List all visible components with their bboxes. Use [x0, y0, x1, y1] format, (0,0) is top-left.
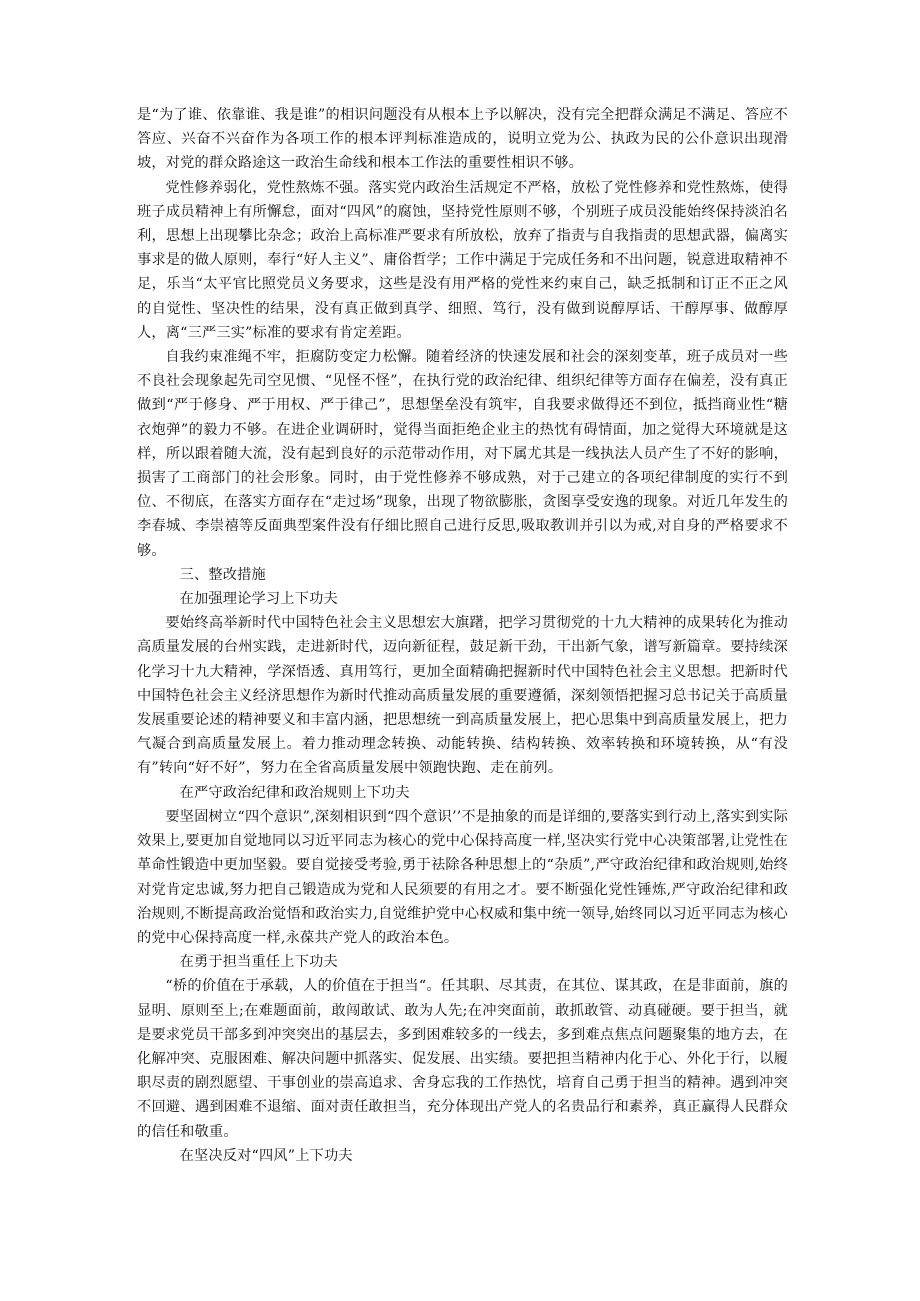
- paragraph-self-discipline: 自我约束准绳不牢，拒腐防变定力松懈。随着经济的快速发展和社会的深刻变革，班子成员对一些不良社会现象起先司空见惯、“见怪不怪”，在执行党的政治纪律、组织纪律等方面存在偏差，没有真正做到“严于修身、严于用权、严于律己”，思想堡垒没有筑牢，自我要求做得还不到位，抵挡商业性“糖衣炮弹”的毅力不够。在进企业调研时，觉得当面拒绝企业主的热忱有碍情面，加之觉得大环境就是这样，所以跟着随大流，没有起到良好的示范带动作用，对下属尤其是一线执法人员产生了不好的影响，损害了工商部门的社会形象。同时，由于党性修养不够成熟，对于己建立的各项纪律制度的实行不到位、不彻底，在落实方面存在“走过场”现象，出现了物欲膨胀，贪图享受安逸的现象。对近几年发生的李春城、李崇禧等反面典型案件没有仔细比照自己进行反思,吸取教训并引以为戒,对自身的严格要求不够。: [137, 349, 788, 559]
- subheading-political-discipline: 在严守政治纪律和政治规则上下功夫: [179, 784, 410, 801]
- subheading-theory-study: 在加强理论学习上下功夫: [179, 591, 338, 608]
- subheading-responsibility: 在勇于担当重任上下功夫: [179, 954, 338, 971]
- paragraph-continuation: 是“为了谁、依靠谁、我是谁”的相识问题没有从根本上予以解决，没有完全把群众满足不满足、答应不答应、兴奋不兴奋作为各项工作的根本评判标准造成的，说明立党为公、执政为民的公仆意识出现滑坡，对党的群众路途这一政治生命线和根本工作法的重要性相识不够。: [137, 107, 788, 172]
- paragraph-responsibility: “桥的价值在于承载，人的价值在于担当“。任其职、尽其责，在其位、谋其政，在是非面前，旗的显明、原则至上;在难题面前，敢闯敢试、敢为人先;在冲突面前，敢抓敢管、动真碰硬。要于担当，就是要求党员干部多到冲突突出的基层去，多到困难较多的一线去，多到难点焦点问题聚集的地方去，在化解冲突、克服困难、解决问题中抓落实、促发展、出实绩。要把担当精神内化于心、外化于行，以履职尽责的剧烈愿望、干事创业的崇高追求、舍身忘我的工作热忱，培育自己勇于担当的精神。遇到冲突不回避、遇到困难不退缩、面对责任敢担当，充分体现出产党人的名贵品行和素养，真正赢得人民群众的信任和敬重。: [137, 978, 788, 1140]
- paragraph-party-spirit: 党性修养弱化，党性熬炼不强。落实党内政治生活规定不严格，放松了党性修养和党性熬炼，使得班子成员精神上有所懈怠，面对“四风”的腐蚀，坚持党性原则不够，个别班子成员没能始终保持淡泊名利，思想上出现攀比杂念；政治上高标准严要求有所放松，放弃了指责与自我指责的思想武器，偏离实事求是的做人原则，奉行“好人主义”、庸俗哲学；工作中满足于完成任务和不出问题，锐意进取精神不足，乐当“太平官比照党员义务要求，这些是没有用严格的党性来约束自己，缺乏抵制和订正不正之风的自觉性、坚决性的结果，没有真正做到真学、细照、笃行，没有做到说醇厚话、干醇厚事、做醇厚人，离“三严三实”标准的要求有肯定差距。: [137, 179, 788, 341]
- subheading-four-winds: 在坚决反对“四风”上下功夫: [179, 1147, 353, 1164]
- paragraph-political-discipline: 要坚固树立“四个意识”,深刻相识到“四个意识’’不是抽象的而是详细的,要落实到行动上,落实到实际效果上,要更加自觉地同以习近平同志为核心的党中心保持高度一样,坚决实行党中心决策部署,让党性在革命性锻造中更加坚毅。要自觉接受考验,勇于祛除各种思想上的“杂质”,严守政治纪律和政治规则,始终对党肯定忠诚,努力把自己锻造成为党和人民须要的有用之才。要不断强化党性锤炼,严守政治纪律和政治规则,不断提高政治觉悟和政治实力,自觉维护党中心权威和集中统一领导,始终同以习近平同志为核心的党中心保持高度一样,永葆共产党人的政治本色。: [137, 808, 788, 946]
- section-heading-rectification: 三、整改措施: [179, 566, 266, 583]
- paragraph-theory-study: 要始终高举新时代中国特色社会主义思想宏大旗躇，把学习贯彻党的十九大精神的成果转化为推动高质量发展的台州实践，走进新时代，迈向新征程，鼓足新干劲，干出新气象，谱写新篇章。要持续深化学习十九大精神，学深悟透、真用笃行，更加全面精确把握新时代中国特色社会主义思想。把新时代中国特色社会主义经济思想作为新时代推动高质量发展的重要遵循，深刻领悟把握习总书记关于高质量发展重要论述的精神要义和丰富内涵，把思想统一到高质量发展上，把心思集中到高质量发展上，把力气凝合到高质量发展上。着力推动理念转换、动能转换、结构转换、效率转换和环境转换，从“有没有”转向“好不好”，努力在全省高质量发展中领跑快跑、走在前列。: [137, 615, 788, 777]
